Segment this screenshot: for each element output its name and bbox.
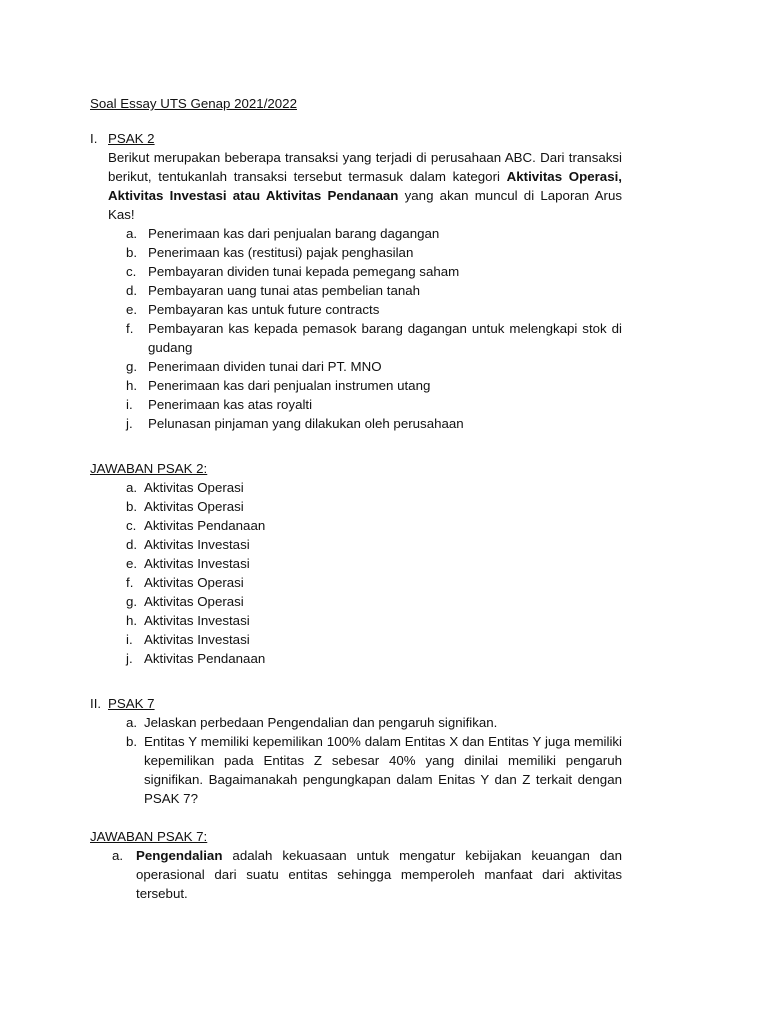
list-item <box>126 573 622 592</box>
list-item <box>126 478 622 497</box>
intro-text-1: Berikut merupakan beberapa transaksi yang terjadi di perusahaan ABC. Dari transaksi berikut, tentukanlah transaksi tersebut termasuk dalam kategori <box>108 150 622 184</box>
list-marker: g. <box>126 594 138 609</box>
list-marker: g. <box>126 359 138 374</box>
document-page <box>90 94 622 903</box>
list-marker: c. <box>126 264 137 279</box>
list-text <box>136 846 622 903</box>
list-text: Aktivitas Investasi <box>144 537 250 552</box>
list-marker: b. <box>126 734 138 749</box>
section-1-title: PSAK 2 <box>108 131 155 146</box>
list-item <box>126 300 622 319</box>
list-item <box>126 243 622 262</box>
list-item <box>126 224 622 243</box>
list-marker: i. <box>126 397 133 412</box>
term-pengendalian: Pengendalian <box>136 848 223 863</box>
list-text: Pembayaran kas kepada pemasok barang dagangan untuk melengkapi stok di gudang <box>148 321 622 355</box>
list-marker: a. <box>126 715 138 730</box>
list-item <box>126 611 622 630</box>
list-marker: c. <box>126 518 137 533</box>
list-marker: a. <box>126 480 138 495</box>
list-marker: d. <box>126 283 138 298</box>
definition-text: adalah kekuasaan untuk mengatur kebijakan keuangan dan operasional dari suatu entitas sehingga memperoleh manfaat dari aktivitas tersebut. <box>136 848 622 901</box>
list-text: Aktivitas Operasi <box>144 594 244 609</box>
section-1-heading <box>90 129 622 148</box>
list-text: Aktivitas Investasi <box>144 632 250 647</box>
list-marker: f. <box>126 321 134 336</box>
list-marker: b. <box>126 245 138 260</box>
list-item <box>126 281 622 300</box>
list-text: Entitas Y memiliki kepemilikan 100% dalam Entitas X dan Entitas Y juga memiliki kepemilikan pada Entitas Z sebesar 40% yang dinilai memiliki pengaruh signifikan. Bagaimanakah pengungkapan dalam Enitas Y dan Z terkait dengan PSAK 7? <box>144 734 622 806</box>
list-text: Jelaskan perbedaan Pengendalian dan pengaruh signifikan. <box>144 715 498 730</box>
list-item <box>126 713 622 732</box>
psak7-question-list <box>126 713 622 808</box>
list-marker: b. <box>126 499 138 514</box>
list-marker: f. <box>126 575 134 590</box>
list-item <box>126 554 622 573</box>
list-item <box>126 376 622 395</box>
psak2-question-list <box>126 224 622 433</box>
list-marker: e. <box>126 302 138 317</box>
list-item <box>126 516 622 535</box>
list-item <box>126 319 622 357</box>
section-2-title: PSAK 7 <box>108 696 155 711</box>
list-text: Pelunasan pinjaman yang dilakukan oleh perusahaan <box>148 416 464 431</box>
list-text: Aktivitas Operasi <box>144 575 244 590</box>
list-text: Aktivitas Pendanaan <box>144 518 266 533</box>
answers-psak2-heading: JAWABAN PSAK 2: <box>90 461 208 476</box>
list-marker: a. <box>126 226 138 241</box>
list-text: Penerimaan dividen tunai dari PT. MNO <box>148 359 382 374</box>
list-text: Aktivitas Investasi <box>144 613 250 628</box>
list-text: Penerimaan kas dari penjualan instrumen utang <box>148 378 431 393</box>
answers-psak7-heading: JAWABAN PSAK 7: <box>90 829 208 844</box>
list-marker: j. <box>126 651 133 666</box>
list-marker: i. <box>126 632 133 647</box>
list-item <box>126 732 622 808</box>
list-item <box>126 414 622 433</box>
list-item <box>126 497 622 516</box>
list-text: Aktivitas Pendanaan <box>144 651 266 666</box>
list-text: Penerimaan kas atas royalti <box>148 397 313 412</box>
list-marker: h. <box>126 613 138 628</box>
list-marker: a. <box>112 848 124 863</box>
list-text: Penerimaan kas (restitusi) pajak penghasilan <box>148 245 414 260</box>
list-item <box>126 535 622 554</box>
list-item <box>126 592 622 611</box>
intro-bold-categories: Aktivitas Operasi, Aktivitas Investasi atau Aktivitas Pendanaan <box>108 169 622 203</box>
psak2-answer-list <box>126 478 622 668</box>
list-item <box>126 262 622 281</box>
list-text: Aktivitas Operasi <box>144 499 244 514</box>
intro-text-2: yang akan muncul di Laporan Arus Kas! <box>108 188 622 222</box>
list-text: Pembayaran kas untuk future contracts <box>148 302 380 317</box>
list-marker: d. <box>126 537 138 552</box>
section-2-heading <box>90 694 622 713</box>
psak7-answer-list <box>112 846 622 903</box>
list-text: Penerimaan kas dari penjualan barang dagangan <box>148 226 440 241</box>
section-1-intro <box>108 148 622 224</box>
section-1-number: I. <box>90 131 98 146</box>
list-text: Pembayaran uang tunai atas pembelian tanah <box>148 283 421 298</box>
document-title: Soal Essay UTS Genap 2021/2022 <box>90 96 297 111</box>
list-item <box>112 846 622 903</box>
list-text: Pembayaran dividen tunai kepada pemegang saham <box>148 264 460 279</box>
list-marker: e. <box>126 556 138 571</box>
list-text: Aktivitas Investasi <box>144 556 250 571</box>
list-item <box>126 395 622 414</box>
list-text: Aktivitas Operasi <box>144 480 244 495</box>
list-marker: j. <box>126 416 133 431</box>
list-marker: h. <box>126 378 138 393</box>
list-item <box>126 649 622 668</box>
list-item <box>126 357 622 376</box>
list-item <box>126 630 622 649</box>
section-2-number: II. <box>90 696 102 711</box>
